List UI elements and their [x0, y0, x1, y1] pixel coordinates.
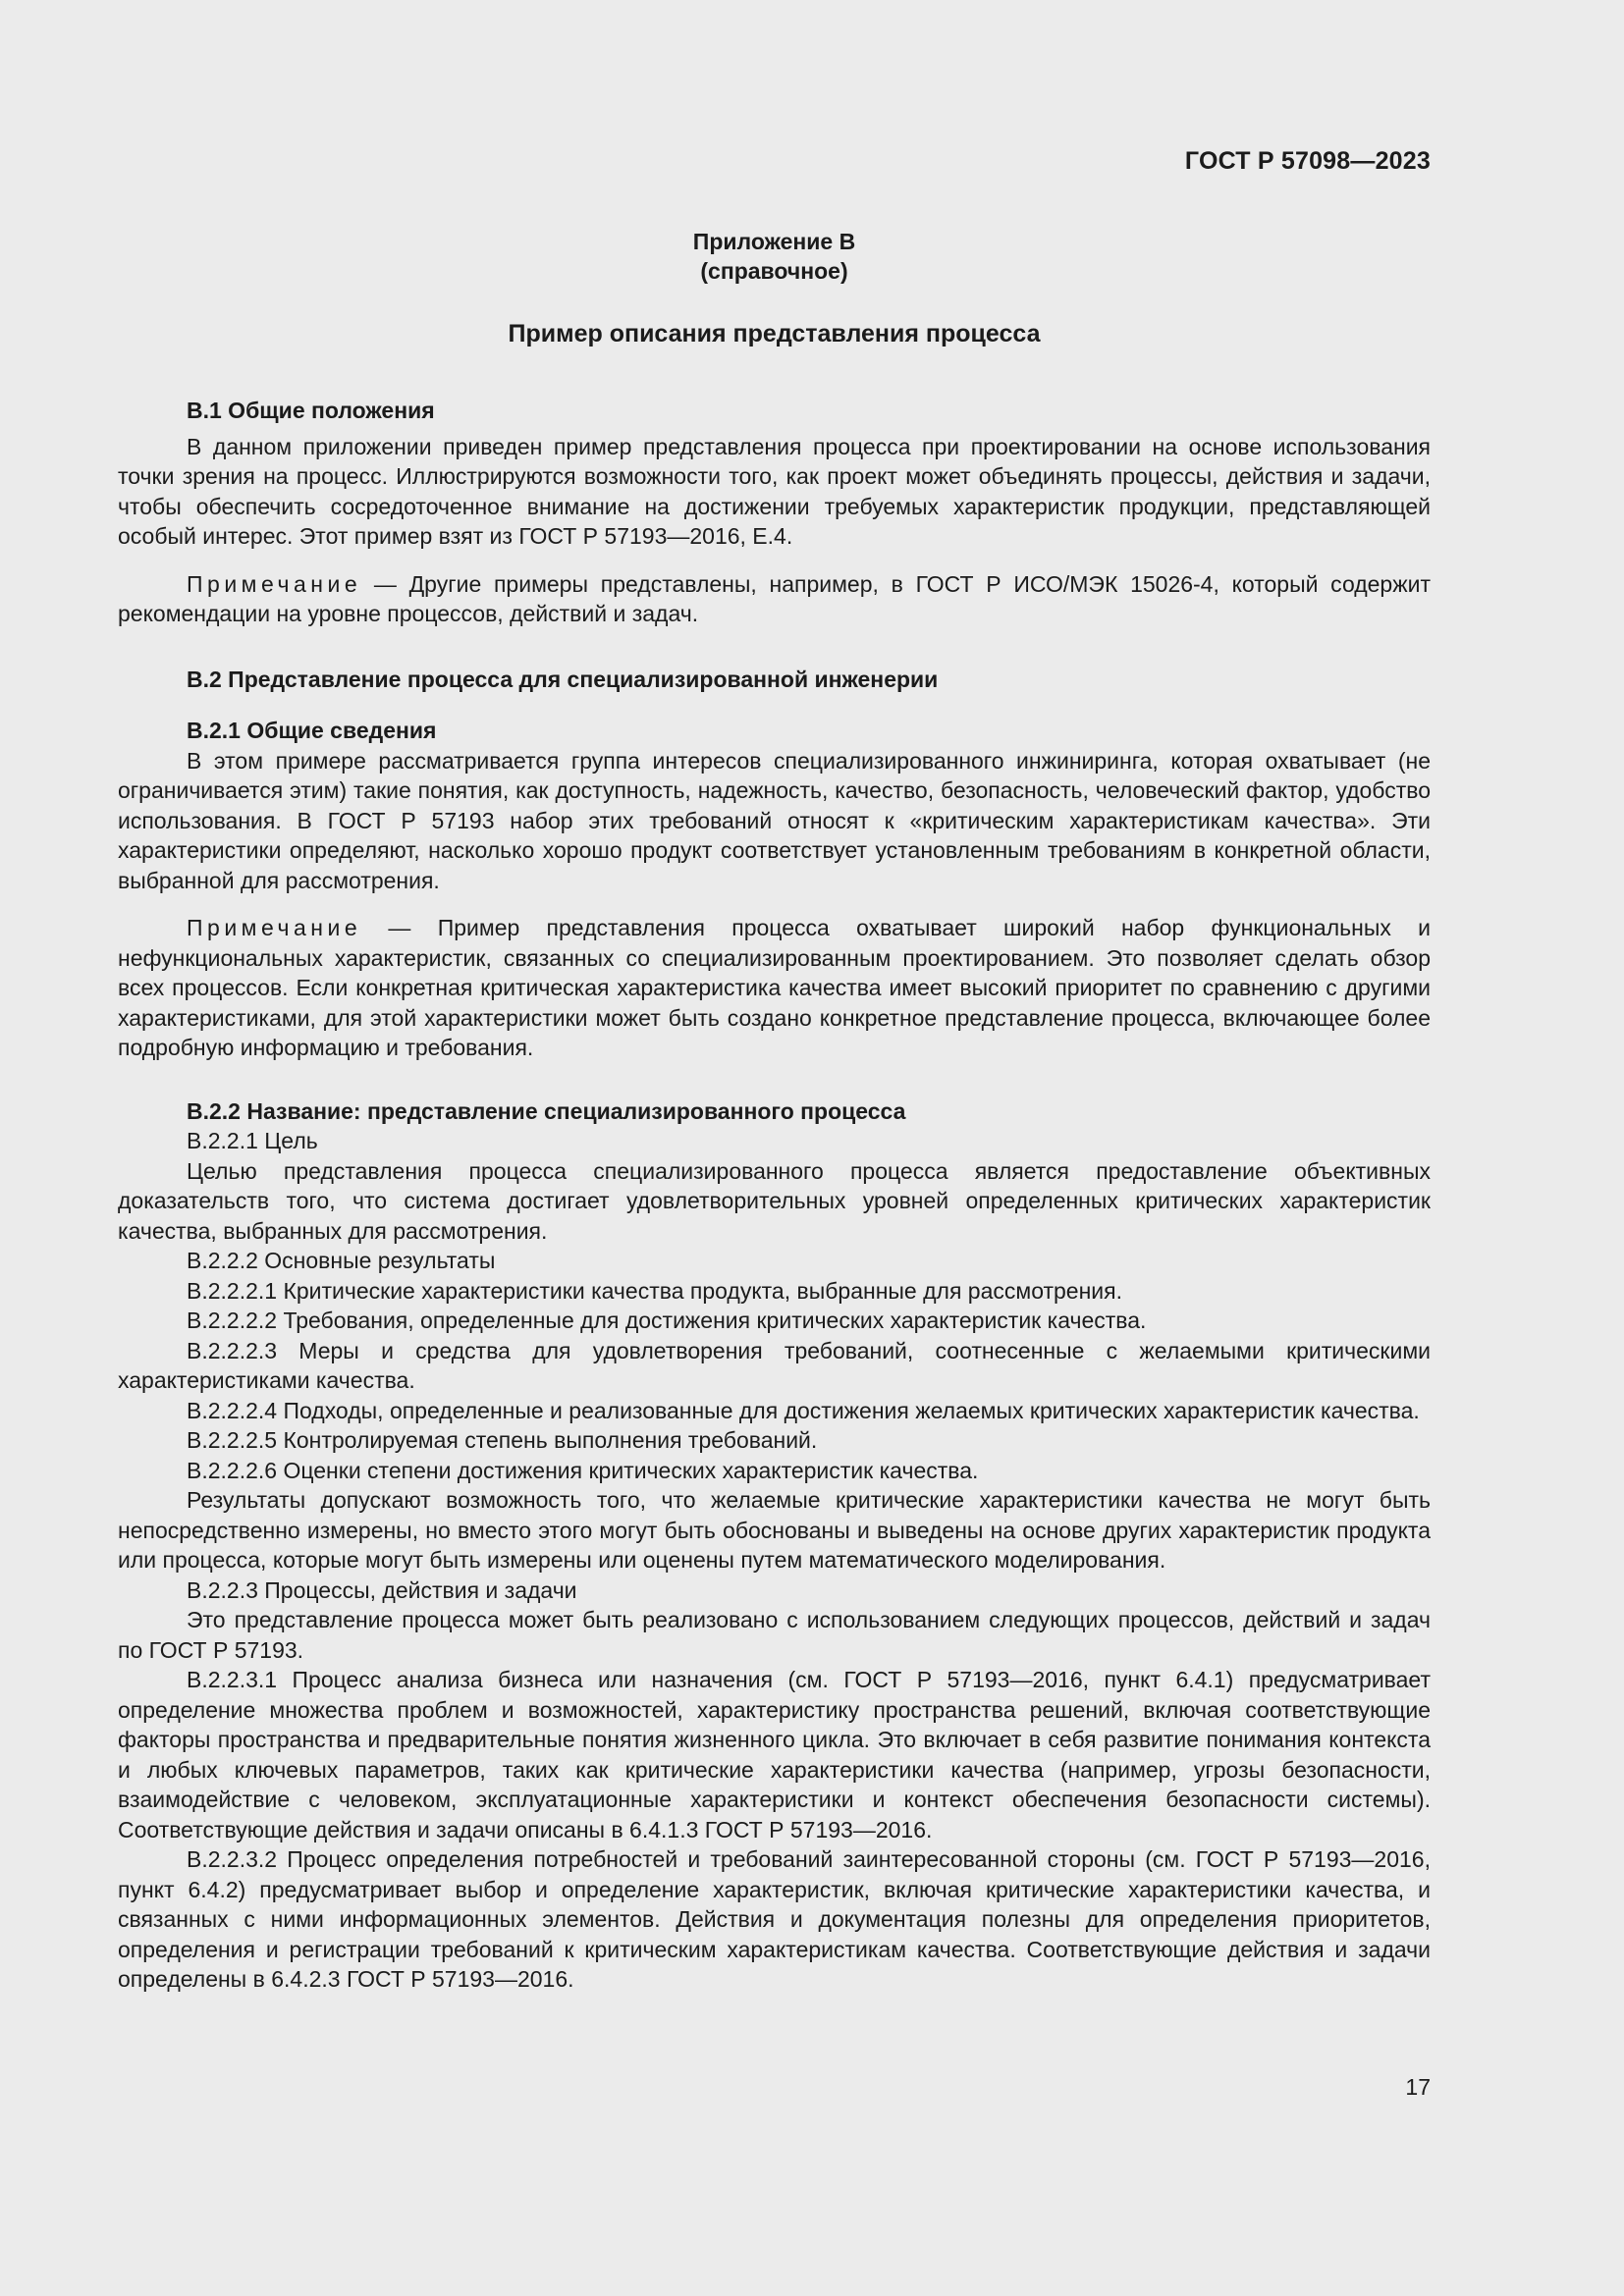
page-number: 17	[1405, 2074, 1431, 2100]
b22-line: В.2.2.3.1 Процесс анализа бизнеса или назначения (см. ГОСТ Р 57193—2016, пункт 6.4.1) предусматривает определение множества проблем и возможностей, характеристику пространства решений, включая соответствующие факторы пространства и предварительные понятия жизненного цикла. Это включает в себя развитие понимания контекста и любых ключевых параметров, таких как критические характеристики качества (например, угрозы безопасности, взаимодействие с человеком, эксплуатационные характеристики и контекст обеспечения безопасности системы). Соответствующие действия и задачи описаны в 6.4.1.3 ГОСТ Р 57193—2016.	[118, 1667, 1431, 1842]
b22-line: Целью представления процесса специализированного процесса является предоставление объективных доказательств того, что система достигает удовлетворительных уровней определенных критических характеристик качества, выбранных для рассмотрения.	[118, 1157, 1431, 1244]
document-body	[118, 396, 1431, 1995]
section-heading-b22: В.2.2 Название: представление специализированного процесса	[187, 1097, 906, 1124]
note-text: — Пример представления процесса охватывает широкий набор функциональных и нефункциональных характеристик, связанных со специализированным проектированием. Это позволяет сделать обзор всех процессов. Если конкретная критическая характеристика качества имеет высокий приоритет по сравнению с другими характеристиками, для этой характеристики может быть создано конкретное представление процесса, включающее более подробную информацию и требования.	[118, 915, 1431, 1060]
section-heading-b1: В.1 Общие положения	[187, 398, 435, 423]
b22-line: В.2.2.2.4 Подходы, определенные и реализованные для достижения желаемых критических характеристик качества.	[187, 1397, 1420, 1423]
note-text: — Другие примеры представлены, например, в ГОСТ Р ИСО/МЭК 15026-4, который содержит рекомендации на уровне процессов, действий и задач.	[118, 570, 1431, 626]
note-b21	[118, 913, 1431, 1063]
paragraph-b1: В данном приложении приведен пример представления процесса при проектировании на основе использования точки зрения на процесс. Иллюстрируются возможности того, как проект может объединять процессы, действия и задачи, чтобы обеспечить сосредоточенное внимание на достижении требуемых характеристик продукции, представляющей особый интерес. Этот пример взят из ГОСТ Р 57193—2016, Е.4.	[118, 433, 1431, 549]
section-heading-b21: В.2.1 Общие сведения	[187, 718, 437, 743]
standard-header: ГОСТ Р 57098—2023	[1184, 147, 1431, 175]
note-b1	[118, 569, 1431, 629]
annex-label-block	[118, 227, 1431, 286]
note-label: Примечание	[187, 915, 362, 940]
note-label: Примечание	[187, 570, 362, 597]
b22-line: В.2.2.1 Цель	[187, 1128, 318, 1153]
b22-line: В.2.2.2.1 Критические характеристики качества продукта, выбранные для рассмотрения.	[187, 1277, 1122, 1304]
b22-line: Это представление процесса может быть реализовано с использованием следующих процессов, действий и задач по ГОСТ Р 57193.	[118, 1607, 1431, 1663]
b22-line: В.2.2.3 Процессы, действия и задачи	[187, 1576, 577, 1603]
section-heading-b2: В.2 Представление процесса для специализированной инженерии	[187, 666, 939, 692]
b22-line: В.2.2.2.2 Требования, определенные для достижения критических характеристик качества.	[187, 1308, 1147, 1333]
b22-line: В.2.2.2 Основные результаты	[187, 1248, 496, 1273]
b22-line: Результаты допускают возможность того, что желаемые критические характеристики качества не могут быть непосредственно измерены, но вместо этого могут быть обоснованы и выведены на основе других характеристик продукта или процесса, которые могут быть измерены или оценены путем математического моделирования.	[118, 1487, 1431, 1573]
b22-line: В.2.2.2.3 Меры и средства для удовлетворения требований, соотнесенные с желаемыми критическими характеристиками качества.	[118, 1337, 1431, 1393]
b22-line: В.2.2.2.6 Оценки степени достижения критических характеристик качества.	[187, 1457, 979, 1483]
annex-title: Пример описания представления процесса	[508, 320, 1041, 347]
paragraph-b21: В этом примере рассматривается группа интересов специализированного инжиниринга, которая охватывает (не ограничивается этим) такие понятия, как доступность, надежность, качество, безопасность, человеческий фактор, удобство использования. В ГОСТ Р 57193 набор этих требований относят к «критическим характеристикам качества». Эти характеристики определяют, насколько хорошо продукт соответствует установленным требованиям в конкретной области, выбранной для рассмотрения.	[118, 747, 1431, 893]
annex-type: (справочное)	[700, 258, 848, 284]
b22-line: В.2.2.3.2 Процесс определения потребностей и требований заинтересованной стороны (см. ГОСТ Р 57193—2016, пункт 6.4.2) предусматривает выбор и определение характеристик, включая критические характеристики качества, и связанных с ними информационных элементов. Действия и документация полезны для определения приоритетов, определения и регистрации требований к критическим характеристикам качества. Соответствующие действия и задачи определены в 6.4.2.3 ГОСТ Р 57193—2016.	[118, 1846, 1431, 1992]
annex-label: Приложение В	[692, 229, 856, 254]
b22-line: В.2.2.2.5 Контролируемая степень выполнения требований.	[187, 1427, 818, 1453]
